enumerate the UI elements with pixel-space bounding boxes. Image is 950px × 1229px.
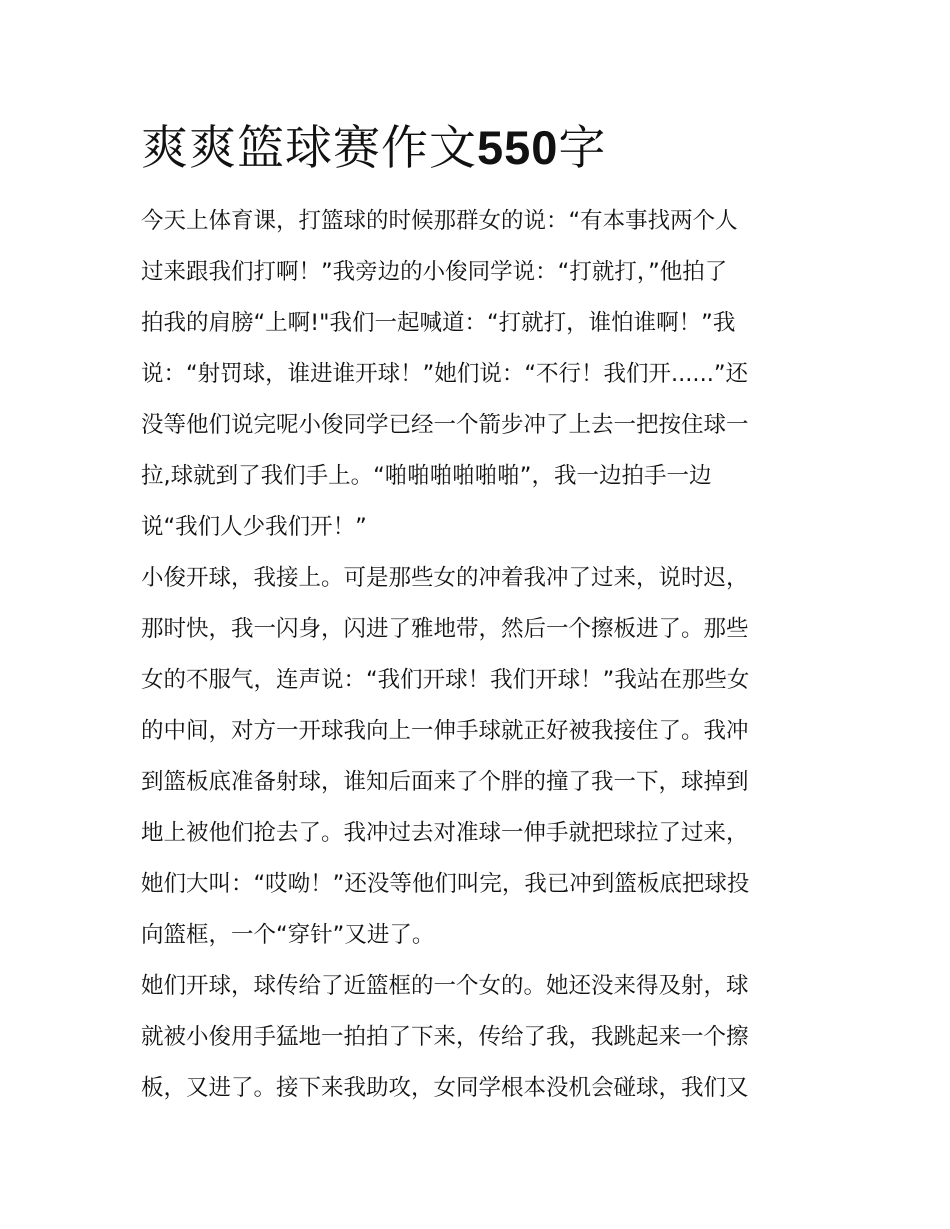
title-number: 550 bbox=[477, 121, 559, 174]
text-line: 没等他们说完呢小俊同学已经一个箭步冲了上去一把按住球一 bbox=[141, 412, 749, 438]
text-line: 说：“射罚球，谁进谁开球！”她们说：“不行！我们开......”还 bbox=[141, 361, 749, 387]
text-line: 板，又进了。接下来我助攻，女同学根本没机会碰球，我们又 bbox=[141, 1075, 749, 1101]
text-line: 拍我的肩膀“上啊!"我们一起喊道：“打就打，谁怕谁啊！”我 bbox=[141, 310, 736, 336]
essay-body bbox=[141, 196, 813, 1114]
title-text: 爽爽篮球赛作文 bbox=[141, 121, 477, 176]
text-line: 地上被他们抢去了。我冲过去对准球一伸手就把球拉了过来， bbox=[141, 820, 749, 846]
text-line: 今天上体育课，打篮球的时候那群女的说：“有本事找两个人 bbox=[141, 208, 738, 234]
text-line: 说“我们人少我们开！” bbox=[141, 514, 367, 540]
text-line: 过来跟我们打啊！”我旁边的小俊同学说：“打就打，”他拍了 bbox=[141, 259, 728, 285]
text-line: 那时快，我一闪身，闪进了雅地带，然后一个擦板进了。那些 bbox=[141, 616, 749, 642]
text-line: 向篮框，一个“穿针”又进了。 bbox=[141, 922, 435, 948]
text-line: 她们大叫：“哎呦！”还没等他们叫完，我已冲到篮板底把球投 bbox=[141, 871, 750, 897]
text-line: 她们开球，球传给了近篮框的一个女的。她还没来得及射，球 bbox=[141, 973, 749, 999]
paragraph-2 bbox=[141, 553, 813, 961]
paragraph-1 bbox=[141, 196, 813, 553]
document-title bbox=[141, 112, 813, 184]
title-suffix: 字 bbox=[558, 121, 607, 176]
text-line: 到篮板底准备射球，谁知后面来了个胖的撞了我一下，球掉到 bbox=[141, 769, 749, 795]
text-line: 的中间，对方一开球我向上一伸手球就正好被我接住了。我冲 bbox=[141, 718, 749, 744]
text-line: 小俊开球，我接上。可是那些女的冲着我冲了过来，说时迟， bbox=[141, 565, 749, 591]
paragraph-3 bbox=[141, 961, 813, 1114]
document-content bbox=[141, 112, 813, 1114]
text-line: 女的不服气，连声说：“我们开球！我们开球！”我站在那些女 bbox=[141, 667, 750, 693]
text-line: 拉,球就到了我们手上。“啪啪啪啪啪啪”，我一边拍手一边 bbox=[141, 463, 712, 489]
text-line: 就被小俊用手猛地一拍拍了下来，传给了我，我跳起来一个擦 bbox=[141, 1024, 749, 1050]
